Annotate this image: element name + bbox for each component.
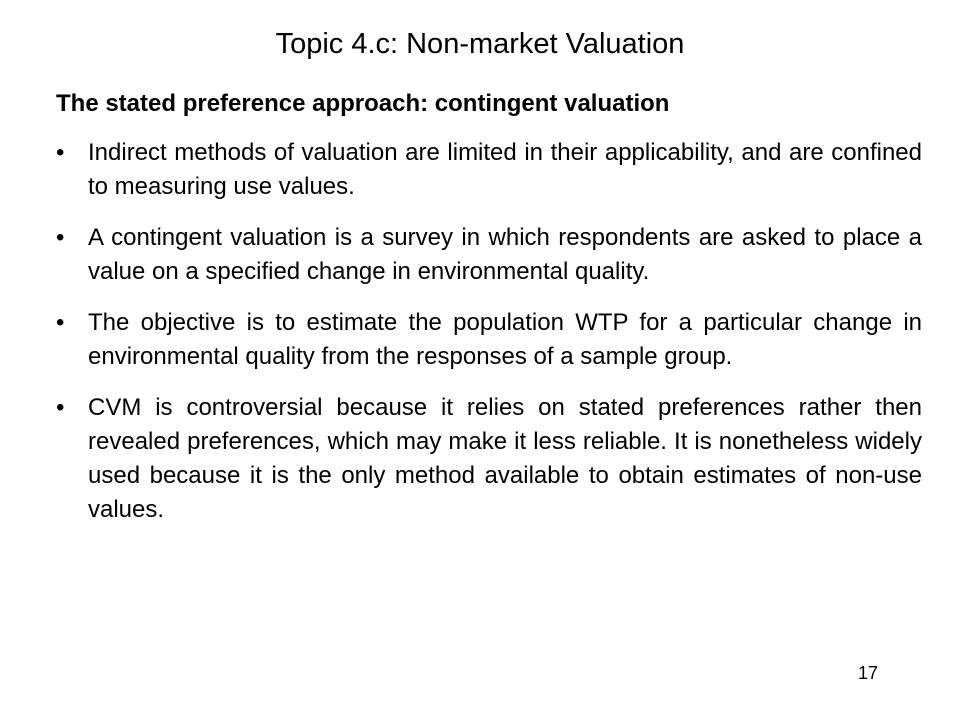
page-number: 17 (858, 663, 879, 683)
slide-title: Topic 4.c: Non-market Valuation (275, 28, 685, 60)
slide-subheading: The stated preference approach: contingent valuation (56, 90, 670, 117)
bullet-icon: • (56, 309, 65, 336)
bullet-icon: • (56, 224, 65, 251)
bullet-list (56, 136, 922, 544)
bullet-item (56, 391, 922, 527)
bullet-text: CVM is controversial because it relies on stated preferences rather then revealed preferences, which may make it less reliable. It is nonetheless widely used because it is the only method available to obtain estimates of non-use values. (88, 394, 922, 523)
bullet-item (56, 136, 922, 204)
bullet-text: Indirect methods of valuation are limited in their applicability, and are confined to measuring use values. (88, 139, 922, 200)
bullet-text: A contingent valuation is a survey in which respondents are asked to place a value on a specified change in environmental quality. (88, 224, 922, 285)
bullet-item (56, 221, 922, 289)
bullet-text: The objective is to estimate the population WTP for a particular change in environmental quality from the responses of a sample group. (88, 309, 922, 370)
bullet-icon: • (56, 139, 65, 166)
bullet-item (56, 306, 922, 374)
bullet-icon: • (56, 394, 65, 421)
